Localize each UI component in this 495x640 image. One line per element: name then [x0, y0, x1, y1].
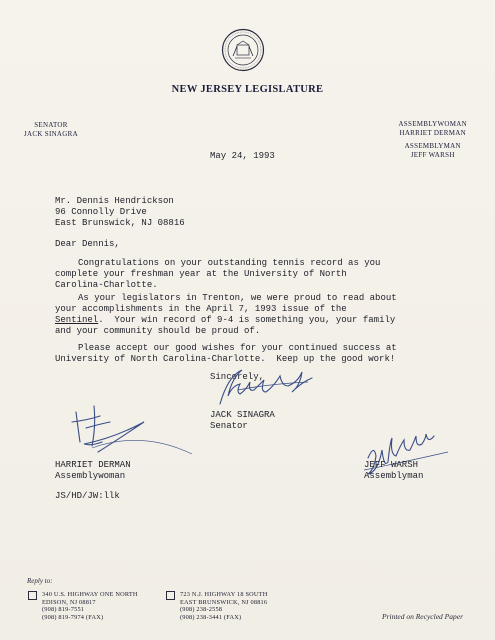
office-1-checkbox [28, 591, 37, 600]
office-1-address [42, 591, 138, 621]
letter-date: May 24, 1993 [210, 151, 275, 161]
state-seal-icon [221, 28, 265, 72]
newspaper-name: Sentinel [55, 315, 99, 325]
recipient-line-2: 96 Connolly Drive [55, 207, 147, 217]
office-1-line-2: EDISON, NJ 08817 [42, 598, 96, 606]
signer-3-title: Assemblyman [364, 471, 424, 481]
office-2-line-2: EAST BRUNSWICK, NJ 08816 [180, 598, 268, 606]
signature-harriet-derman [62, 398, 202, 464]
signature-jack-sinagra [208, 364, 328, 414]
office-2-line-4: (908) 238-3441 (FAX) [180, 613, 242, 621]
paragraph-3-rest: University of North Carolina-Charlotte. Keep up the good work! [55, 354, 396, 364]
typist-initials: JS/HD/JW:llk [55, 491, 120, 501]
recycled-paper-note: Printed on Recycled Paper [381, 612, 463, 621]
recipient-address [55, 196, 185, 229]
letterhead-right-block [398, 120, 467, 160]
right-role-1: ASSEMBLYWOMAN [398, 120, 467, 128]
letterhead-title: NEW JERSEY LEGISLATURE [171, 84, 324, 95]
right-name-2: JEFF WARSH [410, 151, 455, 159]
salutation: Dear Dennis, [55, 239, 120, 249]
office-2-line-3: (908) 238-2558 [180, 606, 223, 614]
closing: Sincerely, [210, 372, 265, 382]
signer-2-title: Assemblywoman [55, 471, 126, 481]
office-1-line-3: (908) 819-7551 [42, 606, 85, 614]
office-2-checkbox [166, 591, 175, 600]
signer-1-name: JACK SINAGRA [210, 410, 275, 420]
paragraph-2-rest [55, 304, 395, 337]
paragraph-3-first-line: Please accept our good wishes for your continued success at [78, 343, 397, 353]
recipient-line-3: East Brunswick, NJ 08816 [55, 218, 185, 228]
paragraph-1-first-line: Congratulations on your outstanding tennis record as you [78, 258, 381, 268]
left-name: JACK SINAGRA [24, 130, 78, 138]
right-name-1: HARRIET DERMAN [399, 129, 466, 137]
office-1-line-1: 340 U.S. HIGHWAY ONE NORTH [42, 591, 138, 598]
office-2-address [180, 591, 267, 621]
office-1-line-4: (908) 819-7974 (FAX) [42, 613, 104, 621]
signer-2-name: HARRIET DERMAN [55, 460, 131, 470]
paragraph-1-rest: complete your freshman year at the University of North Carolina-Charlotte. [55, 269, 347, 290]
paragraph-2-tail: . Your win record of 9-4 is something you, your family and your community should be proud of. [55, 315, 396, 336]
signer-3-name: JEFF WARSH [364, 460, 419, 470]
reply-to-label: Reply to: [27, 577, 53, 585]
left-role: SENATOR [34, 121, 68, 129]
letterhead-left-block [24, 121, 78, 139]
recipient-line-1: Mr. Dennis Hendrickson [55, 196, 174, 206]
paragraph-2-first-line: As your legislators in Trenton, we were proud to read about [78, 293, 397, 303]
office-2-line-1: 723 N.J. HIGHWAY 18 SOUTH [180, 591, 268, 598]
right-role-2: ASSEMBLYMAN [404, 142, 461, 150]
signer-1-title: Senator [210, 421, 248, 431]
paragraph-2-line-2: your accomplishments in the April 7, 1993 issue of the [55, 304, 347, 314]
